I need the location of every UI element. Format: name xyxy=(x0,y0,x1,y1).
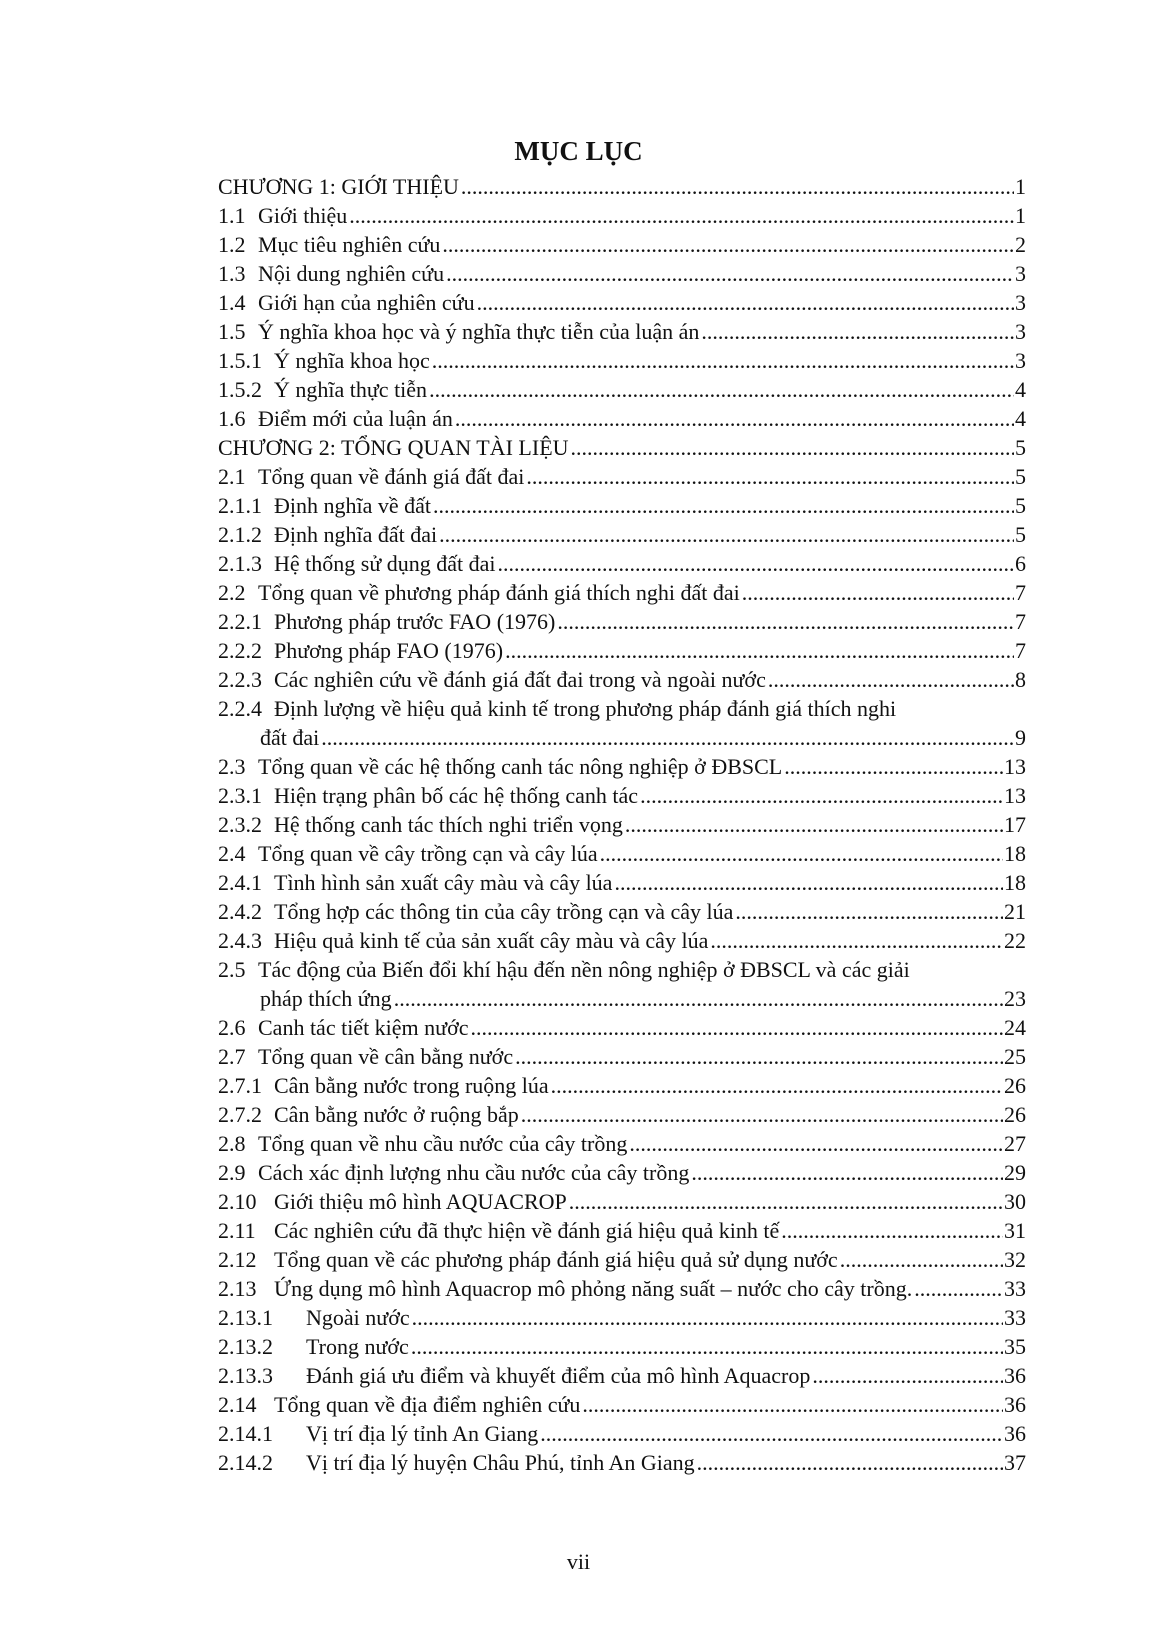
toc-leader-dots xyxy=(812,1361,1003,1390)
toc-entry xyxy=(218,259,1026,288)
toc-entry xyxy=(218,752,1026,781)
toc-leader-dots xyxy=(735,897,1003,926)
toc-entry-number: 2.5 xyxy=(218,957,246,982)
toc-leader-dots xyxy=(429,375,1014,404)
toc-entry-number: 2.2 xyxy=(218,580,246,605)
toc-entry xyxy=(218,1390,1026,1419)
toc-leader-dots xyxy=(614,868,1003,897)
toc-entry xyxy=(218,781,1026,810)
toc-entry-page: 8 xyxy=(1015,667,1026,692)
toc-entry-number: 2.14.2 xyxy=(218,1450,273,1475)
toc-entry-title: Tổng quan về nhu cầu nước của cây trồng xyxy=(258,1131,628,1156)
toc-entry xyxy=(218,839,1026,868)
toc-leader-dots xyxy=(710,926,1003,955)
toc-leader-dots xyxy=(914,1274,1003,1303)
toc-entry-number: 2.3.1 xyxy=(218,783,262,808)
toc-entry-title: đất đai xyxy=(260,725,320,750)
toc-entry xyxy=(218,1419,1026,1448)
toc-entry xyxy=(218,1100,1026,1129)
toc-entry-title: Các nghiên cứu về đánh giá đất đai trong và ngoài nước xyxy=(274,667,766,692)
toc-entry-title: TỔNG QUAN TÀI LIỆU xyxy=(341,435,569,460)
toc-entry xyxy=(218,1303,1026,1332)
toc-entry xyxy=(218,288,1026,317)
toc-entry-title: Định nghĩa về đất xyxy=(274,493,432,518)
toc-entry-number: 2.11 xyxy=(218,1218,256,1243)
toc-entry-title: Ý nghĩa khoa học xyxy=(274,348,430,373)
toc-entry-page: 33 xyxy=(1004,1305,1026,1330)
toc-entry-number: 2.2.3 xyxy=(218,667,262,692)
toc-entry-title: Cân bằng nước trong ruộng lúa xyxy=(274,1073,549,1098)
toc-leader-dots xyxy=(455,404,1014,433)
toc-entry-page: 27 xyxy=(1004,1131,1026,1156)
toc-entry-number: 1.2 xyxy=(218,232,246,257)
toc-entry-title: Mục tiêu nghiên cứu xyxy=(258,232,441,257)
toc-entry-number: 2.13.3 xyxy=(218,1363,273,1388)
toc-entry-number: 2.10 xyxy=(218,1189,257,1214)
toc-entry-number: CHƯƠNG 1: xyxy=(218,174,336,199)
toc-entry-page: 9 xyxy=(1015,725,1026,750)
toc-entry-title: Ý nghĩa thực tiễn xyxy=(274,377,428,402)
toc-entry xyxy=(218,578,1026,607)
toc-entry-page: 25 xyxy=(1004,1044,1026,1069)
toc-entry-page: 26 xyxy=(1004,1073,1026,1098)
toc-entry xyxy=(218,1448,1026,1477)
toc-entry-title: Ý nghĩa khoa học và ý nghĩa thực tiễn của luận án xyxy=(258,319,700,344)
toc-entry-title: Định lượng về hiệu quả kinh tế trong phương pháp đánh giá thích nghi xyxy=(274,696,897,721)
toc-leader-dots xyxy=(411,1332,1003,1361)
toc-entry xyxy=(218,897,1026,926)
toc-entry-number: 2.3.2 xyxy=(218,812,262,837)
toc-entry-title: Tổng quan về phương pháp đánh giá thích nghi đất đai xyxy=(258,580,740,605)
toc-entry-page: 33 xyxy=(1004,1276,1026,1301)
toc-entry-title: Canh tác tiết kiệm nước xyxy=(258,1015,469,1040)
toc-entry-number: 2.13 xyxy=(218,1276,257,1301)
toc-leader-dots xyxy=(394,984,1003,1013)
toc-entry-title: Tổng quan về các phương pháp đánh giá hiệu quả sử dụng nước xyxy=(274,1247,838,1272)
toc-entry xyxy=(218,317,1026,346)
toc-entry-title: Tổng quan về các hệ thống canh tác nông nghiệp ở ĐBSCL xyxy=(258,754,783,779)
toc-entry xyxy=(218,665,1026,694)
toc-entry-number: 1.5 xyxy=(218,319,246,344)
toc-entry-number: 2.12 xyxy=(218,1247,257,1272)
toc-leader-dots xyxy=(742,578,1014,607)
toc-entry xyxy=(218,1071,1026,1100)
toc-entry-number: 2.4.2 xyxy=(218,899,262,924)
toc-entry-number: 2.2.1 xyxy=(218,609,262,634)
toc-leader-dots xyxy=(521,1100,1003,1129)
toc-leader-dots xyxy=(321,723,1014,752)
toc-entry xyxy=(218,723,1026,752)
toc-entry xyxy=(218,1332,1026,1361)
toc-entry-title: Hiện trạng phân bố các hệ thống canh tác xyxy=(274,783,639,808)
toc-entry-number: 2.9 xyxy=(218,1160,246,1185)
toc-entry-page: 36 xyxy=(1004,1392,1026,1417)
toc-leader-dots xyxy=(412,1303,1003,1332)
toc-entry xyxy=(218,404,1026,433)
toc-leader-dots xyxy=(515,1042,1003,1071)
toc-entry-page: 18 xyxy=(1004,841,1026,866)
toc-entry xyxy=(218,491,1026,520)
toc-entry-page: 1 xyxy=(1015,203,1026,228)
toc-entry-page: 5 xyxy=(1015,493,1026,518)
toc-entry-page: 3 xyxy=(1015,261,1026,286)
toc-entry-title: Tác động của Biến đổi khí hậu đến nền nông nghiệp ở ĐBSCL và các giải xyxy=(258,957,910,982)
toc-entry-title: Đánh giá ưu điểm và khuyết điểm của mô hình Aquacrop xyxy=(306,1363,811,1388)
toc-entry xyxy=(218,1158,1026,1187)
toc-entry-number: 2.4.1 xyxy=(218,870,262,895)
toc-leader-dots xyxy=(433,491,1014,520)
toc-entry-title: Phương pháp FAO (1976) xyxy=(274,638,504,663)
toc-entry-number: 2.1.3 xyxy=(218,551,262,576)
toc-entry-page: 17 xyxy=(1004,812,1026,837)
toc-entry-title: Nội dung nghiên cứu xyxy=(258,261,445,286)
toc-entry xyxy=(218,926,1026,955)
toc-entry xyxy=(218,1361,1026,1390)
toc-entry-page: 3 xyxy=(1015,290,1026,315)
toc-leader-dots xyxy=(697,1448,1003,1477)
toc-entry-page: 30 xyxy=(1004,1189,1026,1214)
toc-entry-title: Tổng quan về cân bằng nước xyxy=(258,1044,514,1069)
toc-entry-title: Trong nước xyxy=(306,1334,409,1359)
toc-entry-page: 3 xyxy=(1015,348,1026,373)
toc-entry-title: Vị trí địa lý tỉnh An Giang xyxy=(306,1421,539,1446)
toc-entry-title: pháp thích ứng xyxy=(260,986,392,1011)
toc-entry xyxy=(218,1274,1026,1303)
toc-leader-dots xyxy=(540,1419,1003,1448)
toc-entry xyxy=(218,1042,1026,1071)
toc-entry-number: 2.7.2 xyxy=(218,1102,262,1127)
toc-entry-number: 2.7.1 xyxy=(218,1073,262,1098)
toc-entry-number: 1.3 xyxy=(218,261,246,286)
toc-entry-title: Điểm mới của luận án xyxy=(258,406,453,431)
toc-entry-number: 2.13.1 xyxy=(218,1305,273,1330)
toc-entry xyxy=(218,520,1026,549)
toc-entry-page: 7 xyxy=(1015,609,1026,634)
toc-entry-number: 2.14.1 xyxy=(218,1421,273,1446)
toc-entry-number: 2.4 xyxy=(218,841,246,866)
toc-entry-page: 26 xyxy=(1004,1102,1026,1127)
toc-entry-title: Giới thiệu mô hình AQUACROP xyxy=(274,1189,567,1214)
toc-entry-number: 2.1 xyxy=(218,464,246,489)
toc-entry-number: 2.13.2 xyxy=(218,1334,273,1359)
toc-entry-number: 2.2.4 xyxy=(218,696,262,721)
toc-entry xyxy=(218,172,1026,201)
toc-leader-dots xyxy=(600,839,1003,868)
toc-entry-number: 2.3 xyxy=(218,754,246,779)
toc-entry-page: 3 xyxy=(1015,319,1026,344)
toc-leader-dots xyxy=(582,1390,1003,1419)
toc-entry-title: Các nghiên cứu đã thực hiện về đánh giá hiệu quả kinh tế xyxy=(274,1218,780,1243)
toc-entry-page: 22 xyxy=(1004,928,1026,953)
toc-entry-title: Tổng quan về đánh giá đất đai xyxy=(258,464,525,489)
toc-entry-page: 29 xyxy=(1004,1160,1026,1185)
toc-entry-number: 1.5.2 xyxy=(218,377,262,402)
toc-entry xyxy=(218,636,1026,665)
toc-entry-number: 2.1.1 xyxy=(218,493,262,518)
toc-entry-title: Hiệu quả kinh tế của sản xuất cây màu và cây lúa xyxy=(274,928,709,953)
toc-entry-page: 2 xyxy=(1015,232,1026,257)
toc-leader-dots xyxy=(461,172,1014,201)
toc-entry-page: 31 xyxy=(1004,1218,1026,1243)
table-of-contents xyxy=(218,172,1026,1477)
toc-leader-dots xyxy=(557,607,1014,636)
toc-entry-title: Định nghĩa đất đai xyxy=(274,522,438,547)
toc-entry-title: Cân bằng nước ở ruộng bắp xyxy=(274,1102,519,1127)
toc-leader-dots xyxy=(625,810,1003,839)
toc-entry-number: 1.1 xyxy=(218,203,246,228)
toc-leader-dots xyxy=(571,433,1014,462)
toc-leader-dots xyxy=(768,665,1014,694)
toc-entry-number: 2.8 xyxy=(218,1131,246,1156)
toc-entry-page: 4 xyxy=(1015,406,1026,431)
toc-leader-dots xyxy=(701,317,1014,346)
toc-entry-page: 24 xyxy=(1004,1015,1026,1040)
toc-entry-page: 23 xyxy=(1004,986,1026,1011)
toc-entry xyxy=(218,462,1026,491)
toc-leader-dots xyxy=(784,752,1003,781)
toc-leader-dots xyxy=(442,230,1014,259)
toc-entry xyxy=(218,549,1026,578)
toc-entry-page: 13 xyxy=(1004,754,1026,779)
toc-entry-number: 2.2.2 xyxy=(218,638,262,663)
toc-entry-page: 32 xyxy=(1004,1247,1026,1272)
toc-entry-page: 6 xyxy=(1015,551,1026,576)
toc-entry-page: 4 xyxy=(1015,377,1026,402)
toc-entry-title: Tổng hợp các thông tin của cây trồng cạn và cây lúa xyxy=(274,899,734,924)
toc-entry-title: Tổng quan về địa điểm nghiên cứu xyxy=(274,1392,581,1417)
toc-entry-title: GIỚI THIỆU xyxy=(341,174,459,199)
toc-leader-dots xyxy=(691,1158,1003,1187)
toc-leader-dots xyxy=(840,1245,1003,1274)
toc-entry-page: 21 xyxy=(1004,899,1026,924)
toc-entry-page: 36 xyxy=(1004,1363,1026,1388)
toc-entry xyxy=(218,955,1026,984)
toc-entry-page: 35 xyxy=(1004,1334,1026,1359)
toc-entry-page: 5 xyxy=(1015,464,1026,489)
toc-leader-dots xyxy=(471,1013,1004,1042)
toc-entry-number: 1.6 xyxy=(218,406,246,431)
toc-entry-number: 2.14 xyxy=(218,1392,257,1417)
toc-leader-dots xyxy=(629,1129,1003,1158)
toc-entry-title: Hệ thống sử dụng đất đai xyxy=(274,551,496,576)
toc-entry xyxy=(218,868,1026,897)
toc-entry-page: 18 xyxy=(1004,870,1026,895)
toc-entry-page: 1 xyxy=(1015,174,1026,199)
toc-entry-page: 5 xyxy=(1015,522,1026,547)
toc-leader-dots xyxy=(526,462,1014,491)
toc-entry-page: 7 xyxy=(1015,638,1026,663)
toc-entry-page: 37 xyxy=(1004,1450,1026,1475)
toc-entry-title: Ngoài nước xyxy=(306,1305,410,1330)
toc-entry xyxy=(218,984,1026,1013)
toc-entry xyxy=(218,607,1026,636)
toc-entry xyxy=(218,375,1026,404)
toc-entry-number: 2.7 xyxy=(218,1044,246,1069)
toc-entry-number: 2.4.3 xyxy=(218,928,262,953)
toc-entry xyxy=(218,1245,1026,1274)
toc-entry-number: 2.1.2 xyxy=(218,522,262,547)
toc-leader-dots xyxy=(640,781,1003,810)
toc-leader-dots xyxy=(505,636,1014,665)
toc-entry-number: 1.5.1 xyxy=(218,348,262,373)
toc-entry-page: 5 xyxy=(1015,435,1026,460)
toc-leader-dots xyxy=(498,549,1014,578)
toc-entry xyxy=(218,1129,1026,1158)
toc-entry-number: CHƯƠNG 2: xyxy=(218,435,336,460)
toc-entry-title: Phương pháp trước FAO (1976) xyxy=(274,609,556,634)
toc-entry-title: Giới thiệu xyxy=(258,203,348,228)
toc-entry xyxy=(218,1187,1026,1216)
toc-entry-title: Tình hình sản xuất cây màu và cây lúa xyxy=(274,870,613,895)
toc-entry-title: Vị trí địa lý huyện Châu Phú, tỉnh An Giang xyxy=(306,1450,695,1475)
toc-entry-number: 2.6 xyxy=(218,1015,246,1040)
toc-entry xyxy=(218,694,1026,723)
toc-entry-page: 7 xyxy=(1015,580,1026,605)
toc-entry xyxy=(218,201,1026,230)
page-number: vii xyxy=(566,1549,591,1574)
toc-title: MỤC LỤC xyxy=(514,136,643,166)
toc-entry xyxy=(218,810,1026,839)
toc-leader-dots xyxy=(432,346,1014,375)
toc-entry xyxy=(218,346,1026,375)
toc-entry xyxy=(218,1013,1026,1042)
toc-entry xyxy=(218,433,1026,462)
toc-leader-dots xyxy=(446,259,1014,288)
toc-entry-page: 13 xyxy=(1004,783,1026,808)
toc-entry-title: Giới hạn của nghiên cứu xyxy=(258,290,475,315)
toc-entry xyxy=(218,230,1026,259)
toc-leader-dots xyxy=(569,1187,1003,1216)
toc-entry-number: 1.4 xyxy=(218,290,246,315)
toc-entry-title: Hệ thống canh tác thích nghi triển vọng xyxy=(274,812,623,837)
toc-leader-dots xyxy=(349,201,1014,230)
toc-entry-title: Ứng dụng mô hình Aquacrop mô phỏng năng suất – nước cho cây trồng. xyxy=(274,1276,913,1301)
toc-leader-dots xyxy=(781,1216,1003,1245)
toc-leader-dots xyxy=(551,1071,1003,1100)
toc-entry-page: 36 xyxy=(1004,1421,1026,1446)
toc-leader-dots xyxy=(477,288,1014,317)
toc-entry xyxy=(218,1216,1026,1245)
toc-leader-dots xyxy=(439,520,1014,549)
toc-entry-title: Tổng quan về cây trồng cạn và cây lúa xyxy=(258,841,598,866)
toc-entry-title: Cách xác định lượng nhu cầu nước của cây trồng xyxy=(258,1160,690,1185)
